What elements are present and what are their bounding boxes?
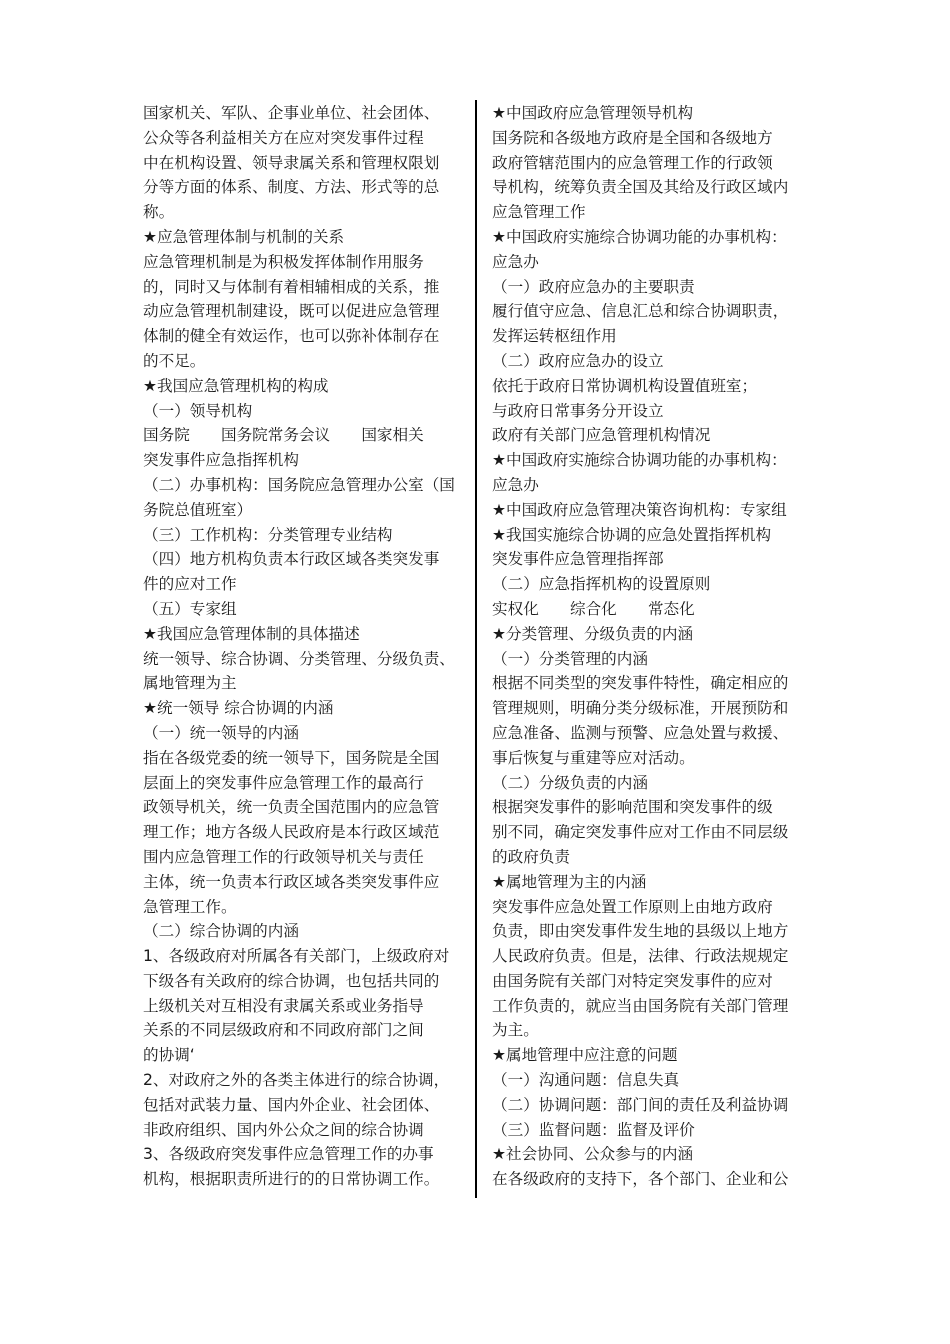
right-column-line: 导机构，统筹负责全国及其给及行政区域内 [492, 178, 789, 197]
right-column-line: 负责，即由突发事件发生地的县级以上地方 [492, 922, 789, 941]
right-column-line: 由国务院有关部门对特定突发事件的应对 [492, 971, 773, 990]
left-column-line: 关系的不同层级政府和不同政府部门之间 [143, 1021, 424, 1040]
left-column-line: 指在各级党委的统一领导下，国务院是全国 [143, 748, 440, 767]
right-column-line: ★中国政府应急管理决策咨询机构：专家组 [492, 500, 787, 519]
right-column-line: （一）分类管理的内涵 [492, 649, 648, 668]
left-column-line: 属地管理为主 [143, 674, 237, 693]
left-column-line: 层面上的突发事件应急管理工作的最高行 [143, 773, 424, 792]
right-column-line: 别不同，确定突发事件应对工作由不同层级 [492, 823, 789, 842]
right-column-line: （二）协调问题：部门间的责任及利益协调 [492, 1095, 789, 1114]
left-column-line: 3、各级政府突发事件应急管理工作的办事 [143, 1145, 434, 1164]
right-column-line: ★中国政府实施综合协调功能的办事机构： [492, 227, 787, 246]
left-column-line: （三）工作机构：分类管理专业结构 [143, 525, 393, 544]
right-column-line: 政府管辖范围内的应急管理工作的行政领 [492, 153, 773, 172]
left-column-line: 政领导机关，统一负责全国范围内的应急管 [143, 798, 440, 817]
left-column-line: 理工作；地方各级人民政府是本行政区域范 [143, 823, 440, 842]
left-column-line: （一）领导机构 [143, 401, 253, 420]
left-column-line: ★统一领导 综合协调的内涵 [143, 699, 334, 718]
right-column-line: 的政府负责 [492, 847, 570, 866]
right-column-line: 应急管理工作 [492, 203, 586, 222]
right-column-line: 突发事件应急处置工作原则上由地方政府 [492, 897, 773, 916]
left-column-line: 下级各有关政府的综合协调，也包括共同的 [143, 971, 440, 990]
right-column-line: ★社会协同、公众参与的内涵 [492, 1145, 694, 1164]
right-column-line: 为主。 [492, 1021, 539, 1040]
left-column-line: 中在机构设置、领导隶属关系和管理权限划 [143, 153, 440, 172]
right-column-line: ★属地管理为主的内涵 [492, 872, 647, 891]
right-column-line: （三）监督问题：监督及评价 [492, 1120, 695, 1139]
left-column-line: 上级机关对互相没有隶属关系或业务指导 [143, 996, 424, 1015]
left-column-line: 的，同时又与体制有着相辅相成的关系，推 [143, 277, 440, 296]
left-column-line: （二）办事机构：国务院应急管理办公室（国 [143, 475, 455, 494]
right-column-line: 应急办 [492, 475, 539, 494]
right-text-column [492, 101, 814, 1192]
right-column-line: 管理规则，明确分类分级标准，开展预防和 [492, 699, 789, 718]
right-column-line: 在各级政府的支持下，各个部门、企业和公 [492, 1170, 789, 1189]
left-text-column [143, 101, 465, 1192]
left-column-line: 体制的健全有效运作，也可以弥补体制存在 [143, 327, 440, 346]
left-column-line: 非政府组织、国内外公众之间的综合协调 [143, 1120, 424, 1139]
left-column-line: 2、对政府之外的各类主体进行的综合协调， [143, 1071, 450, 1090]
left-column-line: 包括对武装力量、国内外企业、社会团体、 [143, 1095, 440, 1114]
left-column-line: 件的应对工作 [143, 575, 237, 594]
left-column-line: 国家机关、军队、企事业单位、社会团体、 [143, 104, 440, 122]
right-column-line: （一）沟通问题：信息失真 [492, 1071, 680, 1090]
right-column-line: （二）分级负责的内涵 [492, 773, 648, 792]
left-column-line: 国务院 国务院常务会议 国家相关 [143, 426, 424, 445]
left-column-line: （一）统一领导的内涵 [143, 723, 299, 742]
right-column-line: ★中国政府实施综合协调功能的办事机构： [492, 451, 787, 470]
right-column-line: 国务院和各级地方政府是全国和各级地方 [492, 128, 773, 147]
right-column-line: 应急办 [492, 252, 539, 271]
left-column-line: 务院总值班室） [143, 500, 253, 519]
right-column-line: 突发事件应急管理指挥部 [492, 550, 664, 569]
right-column-line: 根据突发事件的影响范围和突发事件的级 [492, 798, 773, 817]
left-column-line: 分等方面的体系、制度、方法、形式等的总 [143, 178, 440, 197]
left-column-line: 1、各级政府对所属各有关部门，上级政府对 [143, 947, 450, 966]
right-column-line: 人民政府负责。但是，法律、行政法规规定 [492, 947, 789, 966]
right-column-line: ★我国实施综合协调的应急处置指挥机构 [492, 525, 772, 544]
left-column-line: 的不足。 [143, 351, 206, 370]
left-column-line: 动应急管理机制建设，既可以促进应急管理 [143, 302, 440, 321]
right-column-line: 实权化 综合化 常态化 [492, 599, 695, 618]
right-column-line: 事后恢复与重建等应对活动。 [492, 748, 695, 767]
right-column-line: 依托于政府日常协调机构设置值班室； [492, 376, 758, 395]
left-column-line: ★我国应急管理体制的具体描述 [143, 624, 360, 643]
left-column-line: 统一领导、综合协调、分类管理、分级负责、 [143, 649, 455, 668]
right-column-line: （二）应急指挥机构的设置原则 [492, 575, 711, 594]
right-column-line: ★属地管理中应注意的问题 [492, 1046, 678, 1065]
left-column-line: 机构，根据职责所进行的的日常协调工作。 [143, 1170, 440, 1189]
left-column-line: （四）地方机构负责本行政区域各类突发事 [143, 550, 440, 569]
left-column-line: （二）综合协调的内涵 [143, 922, 299, 941]
column-divider [475, 100, 477, 1198]
left-column-line: （五）专家组 [143, 599, 237, 618]
right-column-line: 应急准备、监测与预警、应急处置与救援、 [492, 723, 789, 742]
right-column-line: 履行值守应急、信息汇总和综合协调职责， [492, 302, 789, 321]
left-column-line: ★我国应急管理机构的构成 [143, 376, 329, 395]
right-column-line: ★中国政府应急管理领导机构 [492, 104, 694, 122]
right-column-line: 发挥运转枢纽作用 [492, 327, 617, 346]
left-column-line: 应急管理机制是为积极发挥体制作用服务 [143, 252, 424, 271]
left-column-line: 突发事件应急指挥机构 [143, 451, 299, 470]
right-column-line: （二）政府应急办的设立 [492, 351, 664, 370]
left-column-line: 围内应急管理工作的行政领导机关与责任 [143, 847, 424, 866]
left-column-line: ★应急管理体制与机制的关系 [143, 227, 345, 246]
right-column-line: 与政府日常事务分开设立 [492, 401, 664, 420]
right-column-line: ★分类管理、分级负责的内涵 [492, 624, 694, 643]
right-column-line: （一）政府应急办的主要职责 [492, 277, 695, 296]
right-column-line: 根据不同类型的突发事件特性，确定相应的 [492, 674, 789, 693]
right-column-line: 工作负责的，就应当由国务院有关部门管理 [492, 996, 789, 1015]
left-column-line: 急管理工作。 [143, 897, 237, 916]
left-column-line: 称。 [143, 203, 175, 222]
left-column-line: 公众等各利益相关方在应对突发事件过程 [143, 128, 424, 147]
left-column-line: 的协调‘ [143, 1046, 195, 1065]
left-column-line: 主体，统一负责本行政区域各类突发事件应 [143, 872, 440, 891]
right-column-line: 政府有关部门应急管理机构情况 [492, 426, 711, 445]
